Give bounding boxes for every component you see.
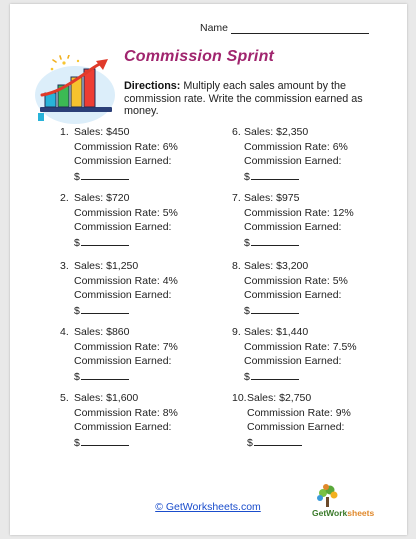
dollar-sign: $: [74, 436, 80, 449]
problem-4: [60, 325, 178, 384]
problem-number: 9.: [232, 326, 241, 338]
commission-rate: Commission Rate: 7.5%: [244, 340, 357, 353]
answer-blank[interactable]: [254, 435, 302, 446]
answer-blank[interactable]: [251, 169, 299, 180]
commission-earned-label: Commission Earned:: [74, 289, 172, 301]
problem-2: [60, 191, 178, 250]
answer-blank[interactable]: [81, 369, 129, 380]
sales-amount: Sales: $860: [74, 326, 130, 338]
answer-field[interactable]: [74, 435, 178, 451]
commission-earned-label: Commission Earned:: [74, 355, 172, 367]
dollar-sign: $: [74, 170, 80, 183]
problem-8: [232, 259, 348, 318]
sales-amount: Sales: $450: [74, 126, 130, 138]
sales-amount: Sales: $1,600: [74, 392, 139, 404]
answer-field[interactable]: [74, 303, 178, 319]
problem-number: 5.: [60, 392, 69, 404]
problem-number: 10.: [232, 392, 247, 404]
commission-earned-label: Commission Earned:: [244, 355, 342, 367]
problem-number: 1.: [60, 126, 69, 138]
answer-blank[interactable]: [251, 235, 299, 246]
getworksheets-logo: [312, 508, 374, 518]
problem-number: 4.: [60, 326, 69, 338]
problem-number: 3.: [60, 260, 69, 272]
dollar-sign: $: [244, 170, 250, 183]
worksheet-title: Commission Sprint: [124, 48, 275, 65]
answer-field[interactable]: [244, 235, 354, 251]
sales-amount: Sales: $1,440: [244, 326, 309, 338]
problem-number: 7.: [232, 192, 241, 204]
commission-rate: Commission Rate: 8%: [74, 406, 178, 419]
dollar-sign: $: [74, 304, 80, 317]
commission-rate: Commission Rate: 12%: [244, 206, 354, 219]
problem-number: 2.: [60, 192, 69, 204]
answer-blank[interactable]: [81, 235, 129, 246]
answer-field[interactable]: [74, 169, 178, 185]
logo-text-part2: sheets: [347, 508, 375, 518]
directions: [124, 80, 372, 118]
problem-5: [60, 391, 178, 450]
commission-earned-label: Commission Earned:: [74, 421, 172, 433]
commission-earned-label: Commission Earned:: [244, 221, 342, 233]
problem-6: [232, 125, 348, 184]
sales-amount: Sales: $2,750: [247, 392, 312, 404]
sales-amount: Sales: $720: [74, 192, 130, 204]
problem-3: [60, 259, 178, 318]
problem-7: [232, 191, 354, 250]
sales-amount: Sales: $3,200: [244, 260, 309, 272]
name-field[interactable]: [200, 22, 369, 34]
dollar-sign: $: [244, 304, 250, 317]
answer-blank[interactable]: [81, 169, 129, 180]
commission-earned-label: Commission Earned:: [244, 155, 342, 167]
commission-rate: Commission Rate: 7%: [74, 340, 178, 353]
answer-blank[interactable]: [81, 303, 129, 314]
answer-field[interactable]: [244, 369, 357, 385]
dollar-sign: $: [74, 370, 80, 383]
answer-field[interactable]: [247, 435, 351, 451]
problem-9: [232, 325, 357, 384]
commission-rate: Commission Rate: 5%: [244, 274, 348, 287]
dollar-sign: $: [244, 370, 250, 383]
answer-blank[interactable]: [251, 369, 299, 380]
sales-amount: Sales: $975: [244, 192, 300, 204]
problem-1: [60, 125, 178, 184]
answer-field[interactable]: [74, 369, 178, 385]
logo-text-part1: GetWork: [312, 508, 348, 518]
directions-text: Multiply each sales amount by the commission rate. Write the commission earned as money.: [124, 80, 363, 118]
directions-label: Directions:: [124, 80, 181, 92]
growth-bar-chart-icon: [34, 55, 116, 125]
commission-rate: Commission Rate: 4%: [74, 274, 178, 287]
commission-rate: Commission Rate: 6%: [244, 140, 348, 153]
sales-amount: Sales: $2,350: [244, 126, 309, 138]
answer-field[interactable]: [244, 169, 348, 185]
answer-field[interactable]: [74, 235, 178, 251]
dollar-sign: $: [74, 236, 80, 249]
commission-rate: Commission Rate: 9%: [247, 406, 351, 419]
answer-blank[interactable]: [81, 435, 129, 446]
problem-number: 8.: [232, 260, 241, 272]
commission-earned-label: Commission Earned:: [244, 289, 342, 301]
dollar-sign: $: [247, 436, 253, 449]
commission-rate: Commission Rate: 6%: [74, 140, 178, 153]
problem-10: [232, 391, 351, 450]
commission-earned-label: Commission Earned:: [74, 155, 172, 167]
dollar-sign: $: [244, 236, 250, 249]
name-line[interactable]: [231, 23, 369, 34]
name-label: Name: [200, 22, 229, 34]
commission-earned-label: Commission Earned:: [247, 421, 345, 433]
answer-field[interactable]: [244, 303, 348, 319]
commission-rate: Commission Rate: 5%: [74, 206, 178, 219]
sales-amount: Sales: $1,250: [74, 260, 139, 272]
copyright-link[interactable]: © GetWorksheets.com: [155, 501, 261, 513]
commission-earned-label: Commission Earned:: [74, 221, 172, 233]
problem-number: 6.: [232, 126, 241, 138]
answer-blank[interactable]: [251, 303, 299, 314]
